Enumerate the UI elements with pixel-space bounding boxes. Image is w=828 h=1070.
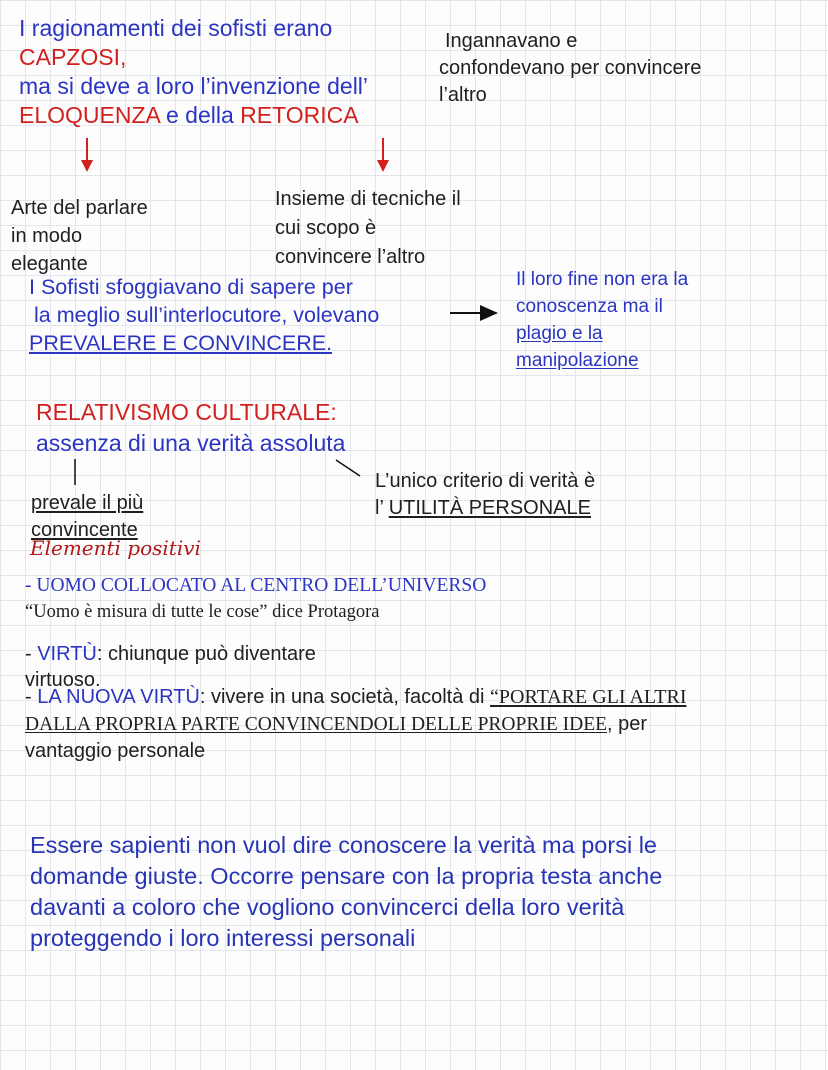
sophists-line-2: la meglio sull’interlocutore, volevano — [34, 303, 380, 327]
eloquenza-def-line-1: Arte del parlare — [11, 197, 148, 219]
connector-line — [334, 458, 364, 480]
sophists-line-3: PREVALERE E CONVINCERE. — [29, 331, 333, 355]
conclusion-line-2: domande giuste. Occorre pensare con la propria testa anche — [30, 863, 663, 889]
arrow-right-icon — [450, 303, 500, 323]
goal-block — [516, 266, 688, 374]
positive-item-1-quote: “Uomo è misura di tutte le cose” dice Protagora — [25, 602, 380, 622]
conclusion-line-4: proteggendo i loro interessi personali — [30, 925, 416, 951]
connector-line — [73, 459, 77, 487]
positive-item-3-title: LA NUOVA VIRTÙ — [37, 686, 200, 708]
prevails-line-1: prevale il più — [31, 492, 144, 514]
intro-eloquenza: ELOQUENZA — [19, 102, 160, 128]
positive-item-2-dash: - — [25, 643, 38, 665]
intro-line-1: I ragionamenti dei sofisti erano — [19, 15, 333, 41]
relativism-block — [36, 397, 345, 459]
positive-item-3-tail: , per — [607, 713, 648, 735]
positive-item-2-text-2: virtuoso. — [25, 669, 101, 691]
arrow-down-icon — [80, 138, 94, 174]
positive-item-3-end: vantaggio personale — [25, 740, 206, 762]
criterion-line-1: L’unico criterio di verità è — [375, 470, 596, 492]
eloquenza-def-line-3: elegante — [11, 253, 88, 275]
intro-retorica: RETORICA — [240, 102, 359, 128]
positive-item-3 — [25, 684, 687, 765]
intro-capzosi: CAPZOSI, — [19, 44, 127, 70]
goal-line-4: manipolazione — [516, 350, 639, 371]
conclusion-line-3: davanti a coloro che vogliono convincerci della loro verità — [30, 894, 625, 920]
arrow-down-icon — [376, 138, 390, 174]
positive-item-3-dash: - — [25, 686, 38, 708]
intro-block — [19, 14, 368, 130]
criterion-prefix: l’ — [375, 497, 389, 519]
goal-line-2: conoscenza ma il — [516, 296, 663, 317]
relativism-subtitle: assenza di una verità assoluta — [36, 430, 346, 456]
retorica-definition — [275, 185, 461, 272]
intro-connector: e della — [159, 102, 241, 128]
retorica-def-line-2: cui scopo è — [275, 217, 377, 239]
conclusion-line-1: Essere sapienti non vuol dire conoscere la verità ma porsi le — [30, 832, 657, 858]
deceive-line-1: Ingannavano e — [445, 30, 578, 52]
positive-item-3-text: : vivere in una società, facoltà di — [199, 686, 491, 708]
eloquenza-def-line-2: in modo — [11, 225, 83, 247]
prevails-line-2: convincente — [31, 519, 138, 541]
positive-item-2-text: : chiunque può diventare — [96, 643, 316, 665]
criterion-highlight: UTILITÀ PERSONALE — [388, 497, 591, 519]
goal-line-1: Il loro fine non era la — [516, 269, 689, 290]
deceive-line-2: confondevano per convincere — [439, 57, 702, 79]
positives-heading: Elementi positivi — [30, 536, 201, 560]
retorica-def-line-3: convincere l’altro — [275, 246, 426, 268]
positive-item-3-quote-2: DALLA PROPRIA PARTE CONVINCENDOLI DELLE PROPRIE IDEE — [25, 714, 608, 735]
positive-item-1-title: - UOMO COLLOCATO AL CENTRO DELL’UNIVERSO — [25, 575, 487, 596]
deceive-note — [439, 28, 701, 109]
eloquenza-definition — [11, 194, 148, 278]
sophists-line-1: I Sofisti sfoggiavano di sapere per — [29, 275, 353, 299]
deceive-line-3: l’altro — [439, 84, 487, 106]
conclusion-block — [30, 830, 662, 954]
positive-item-2-title: VIRTÙ — [37, 643, 97, 665]
criterion-block — [375, 468, 595, 522]
relativism-title: RELATIVISMO CULTURALE: — [36, 399, 337, 425]
intro-line-3: ma si deve a loro l’invenzione dell’ — [19, 73, 369, 99]
positive-item-3-quote-1: “PORTARE GLI ALTRI — [490, 686, 687, 708]
retorica-def-line-1: Insieme di tecniche il — [275, 188, 461, 210]
goal-line-3: plagio e la — [516, 323, 603, 344]
sophists-block — [29, 273, 379, 357]
